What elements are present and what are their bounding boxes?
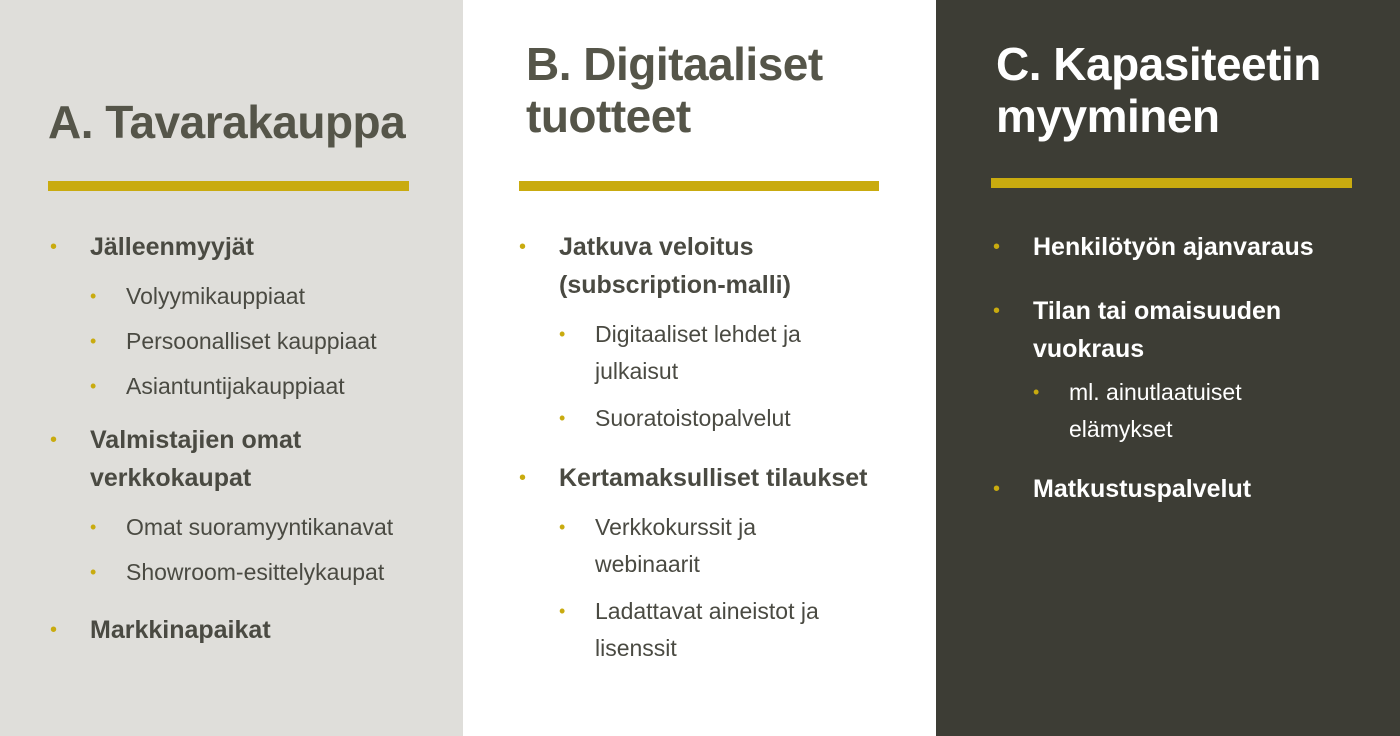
column-c-title-line2: myyminen [996,90,1220,142]
sub-list-item-label: Volyymikauppiaat [126,283,305,309]
sub-list-item [90,278,448,315]
bullet-icon: • [90,517,97,537]
bullet-icon: • [50,619,58,641]
sub-list-item-label: Asiantuntijakauppiaat [126,373,345,399]
column-c-title [996,38,1321,142]
sub-list-item [559,593,885,667]
list-item-label: Kertamaksulliset tilaukset [559,464,868,492]
bullet-icon: • [90,376,97,396]
column-b-accent-bar [519,181,879,191]
bullet-icon: • [1033,382,1040,402]
sub-list-item [559,509,815,583]
sub-list-item-label: Omat suoramyyntikanavat [126,514,394,540]
bullet-icon: • [559,408,566,428]
sub-list-item-label: Showroom-esittelykaupat [126,559,385,585]
list-item-label: Valmistajien omat verkkokaupat [90,426,302,492]
column-b-title-line2: tuotteet [526,90,691,142]
bullet-icon: • [993,236,1001,258]
bullet-icon: • [90,562,97,582]
list-item-label: Henkilötyön ajanvaraus [1033,233,1314,261]
column-c-title-line1: C. Kapasiteetin [996,38,1321,90]
column-b-title-line1: B. Digitaaliset [526,38,823,90]
list-item [48,228,448,266]
column-a [0,0,463,736]
sub-list-item [559,316,855,390]
column-a-list [48,228,448,649]
list-item-label: Jälleenmyyjät [90,233,254,261]
sub-list-item-label: Suoratoistopalvelut [595,405,791,431]
bullet-icon: • [50,236,58,258]
bullet-icon: • [90,331,97,351]
bullet-icon: • [519,236,527,258]
column-a-accent-bar [48,181,409,191]
sub-list-item [90,554,448,591]
list-item [991,292,1333,368]
sub-list-item-label: Ladattavat aineistot ja lisenssit [595,598,819,661]
bullet-icon: • [559,601,566,621]
column-c [936,0,1400,736]
list-item-label: Tilan tai omaisuuden vuokraus [1033,297,1282,363]
list-item-label: Matkustuspalvelut [1033,475,1252,503]
sub-list-item-label: Digitaaliset lehdet ja julkaisut [595,321,801,384]
bullet-icon: • [519,467,527,489]
bullet-icon: • [559,324,566,344]
list-item-label: Jatkuva veloitus (subscription-malli) [559,233,791,299]
list-item [991,470,1391,508]
sub-list-item [90,323,448,360]
column-c-list [991,228,1391,508]
bullet-icon: • [50,429,58,451]
column-c-accent-bar [991,178,1352,188]
column-b-title [526,38,823,142]
bullet-icon: • [90,286,97,306]
sub-list-item [90,368,448,405]
sub-list-item-label: ml. ainutlaatuiset elämykset [1069,379,1242,442]
column-b-list [517,228,937,667]
sub-list-item-label: Verkkokurssit ja webinaarit [595,514,757,577]
sub-list-item [90,509,448,546]
bullet-icon: • [993,300,1001,322]
list-item-label: Markkinapaikat [90,616,271,644]
list-item [517,228,859,304]
list-item [991,228,1391,266]
sub-list-item [559,400,937,437]
bullet-icon: • [993,478,1001,500]
list-item [48,611,448,649]
list-item [48,421,370,497]
column-b [463,0,936,736]
column-a-title: A. Tavarakauppa [48,96,406,148]
sub-list-item [1033,374,1309,448]
list-item [517,459,937,497]
bullet-icon: • [559,517,566,537]
sub-list-item-label: Persoonalliset kauppiaat [126,328,377,354]
